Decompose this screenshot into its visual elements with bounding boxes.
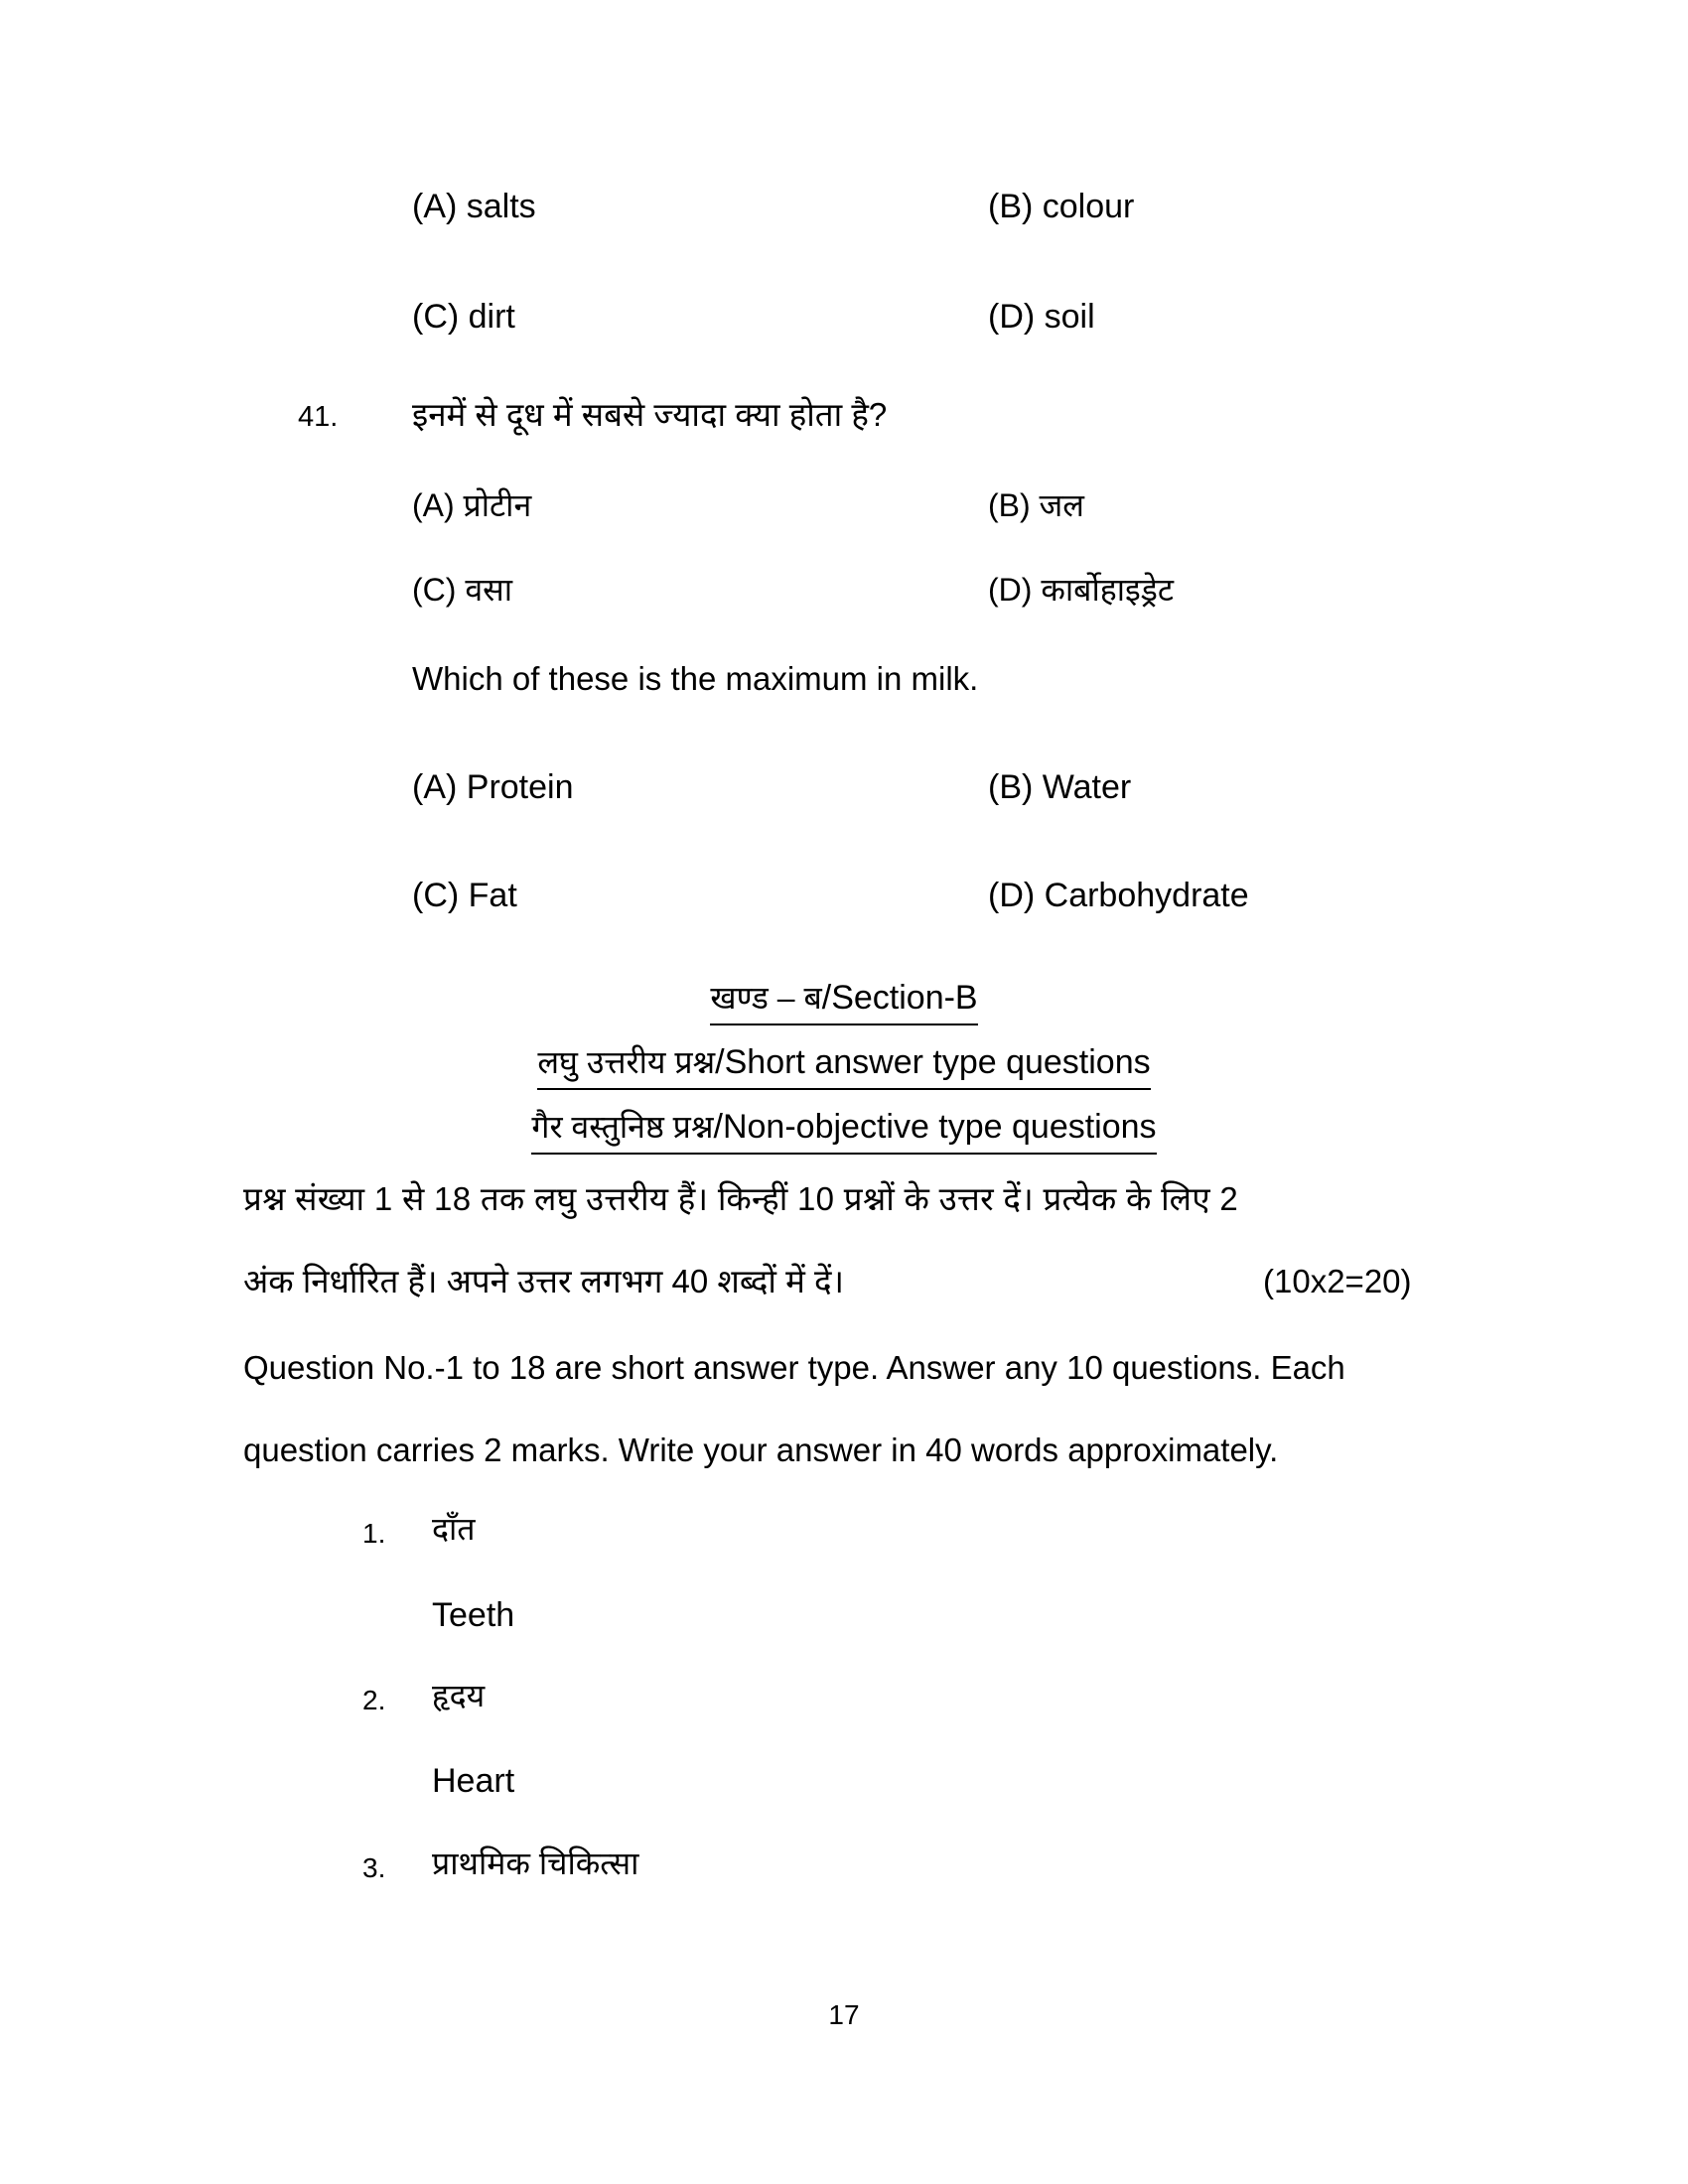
short-answer-2-hindi: हृदय [432,1678,486,1713]
short-answer-2-number: 2. [362,1685,386,1715]
subheading-short-answer-english: Short answer type questions [724,1043,1151,1081]
option-b-water-hindi: (B) जल [988,487,1084,523]
option-a-protein: (A) Protein [412,768,574,806]
option-b-colour: (B) colour [988,188,1135,225]
option-a-protein-hindi: (A) प्रोटीन [412,487,532,523]
section-b-heading [0,975,1688,1025]
short-answer-1-hindi: दाँत [432,1511,476,1547]
page-number: 17 [828,1999,860,2030]
section-b-heading-hindi: खण्ड – ब [710,980,822,1016]
question-41-hindi-options-row-1 [0,483,1688,535]
short-answer-1-number: 1. [362,1518,386,1549]
option-c-fat-hindi: (C) वसा [412,572,513,608]
option-c-dirt: (C) dirt [412,298,515,336]
option-d-carbohydrate-hindi: (D) कार्बोहाइड्रेट [988,572,1174,608]
short-answer-3-number: 3. [362,1852,386,1883]
subheading-non-objective-english: Non-objective type questions [722,1108,1157,1146]
section-b-marks: (10x2=20) [1263,1263,1412,1299]
section-b-subheading-non-objective [0,1104,1688,1155]
question-41-hindi-options-row-2 [0,568,1688,619]
question-41-english-options-row-1 [0,765,1688,817]
section-b-heading-separator: / [821,979,832,1017]
section-b-heading-english: Section-B [831,979,978,1017]
short-answer-1-english: Teeth [432,1596,515,1634]
subheading-non-objective-hindi: गैर वस्तुनिष्ठ प्रश्न [531,1109,714,1145]
short-answer-3-hindi: प्राथमिक चिकित्सा [432,1845,639,1881]
option-c-fat: (C) Fat [412,877,517,914]
option-a-salts: (A) salts [412,188,536,225]
question-41-english-text: Which of these is the maximum in milk. [412,660,979,697]
question-41-number: 41. [298,401,339,433]
instructions-english-line-1: Question No.-1 to 18 are short answer type. Answer any 10 questions. Each [243,1349,1345,1386]
subheading-short-answer-separator: / [715,1043,725,1081]
question-41-english-options-row-2 [0,874,1688,925]
option-d-carbohydrate: (D) Carbohydrate [988,877,1249,914]
subheading-non-objective-separator: / [713,1108,723,1146]
question-41-hindi-text: इनमें से दूध में सबसे ज्यादा क्या होता है? [412,396,888,433]
question-40-options-row-2 [0,295,1688,346]
instructions-hindi-line-2: अंक निर्धारित हैं। अपने उत्तर लगभग 40 शब्दों में दें। [243,1263,845,1299]
short-answer-2-english: Heart [432,1762,515,1800]
question-40-options-row-1 [0,185,1688,236]
instructions-english-line-2: question carries 2 marks. Write your answer in 40 words approximately. [243,1432,1279,1468]
option-b-water: (B) Water [988,768,1132,806]
instructions-hindi-line-1: प्रश्न संख्या 1 से 18 तक लघु उत्तरीय हैं। किन्हीं 10 प्रश्नों के उत्तर दें। प्रत्येक के लिए 2 [243,1180,1238,1217]
section-b-subheading-short-answer [0,1039,1688,1090]
subheading-short-answer-hindi: लघु उत्तरीय प्रश्न [537,1044,716,1080]
option-d-soil: (D) soil [988,298,1095,336]
